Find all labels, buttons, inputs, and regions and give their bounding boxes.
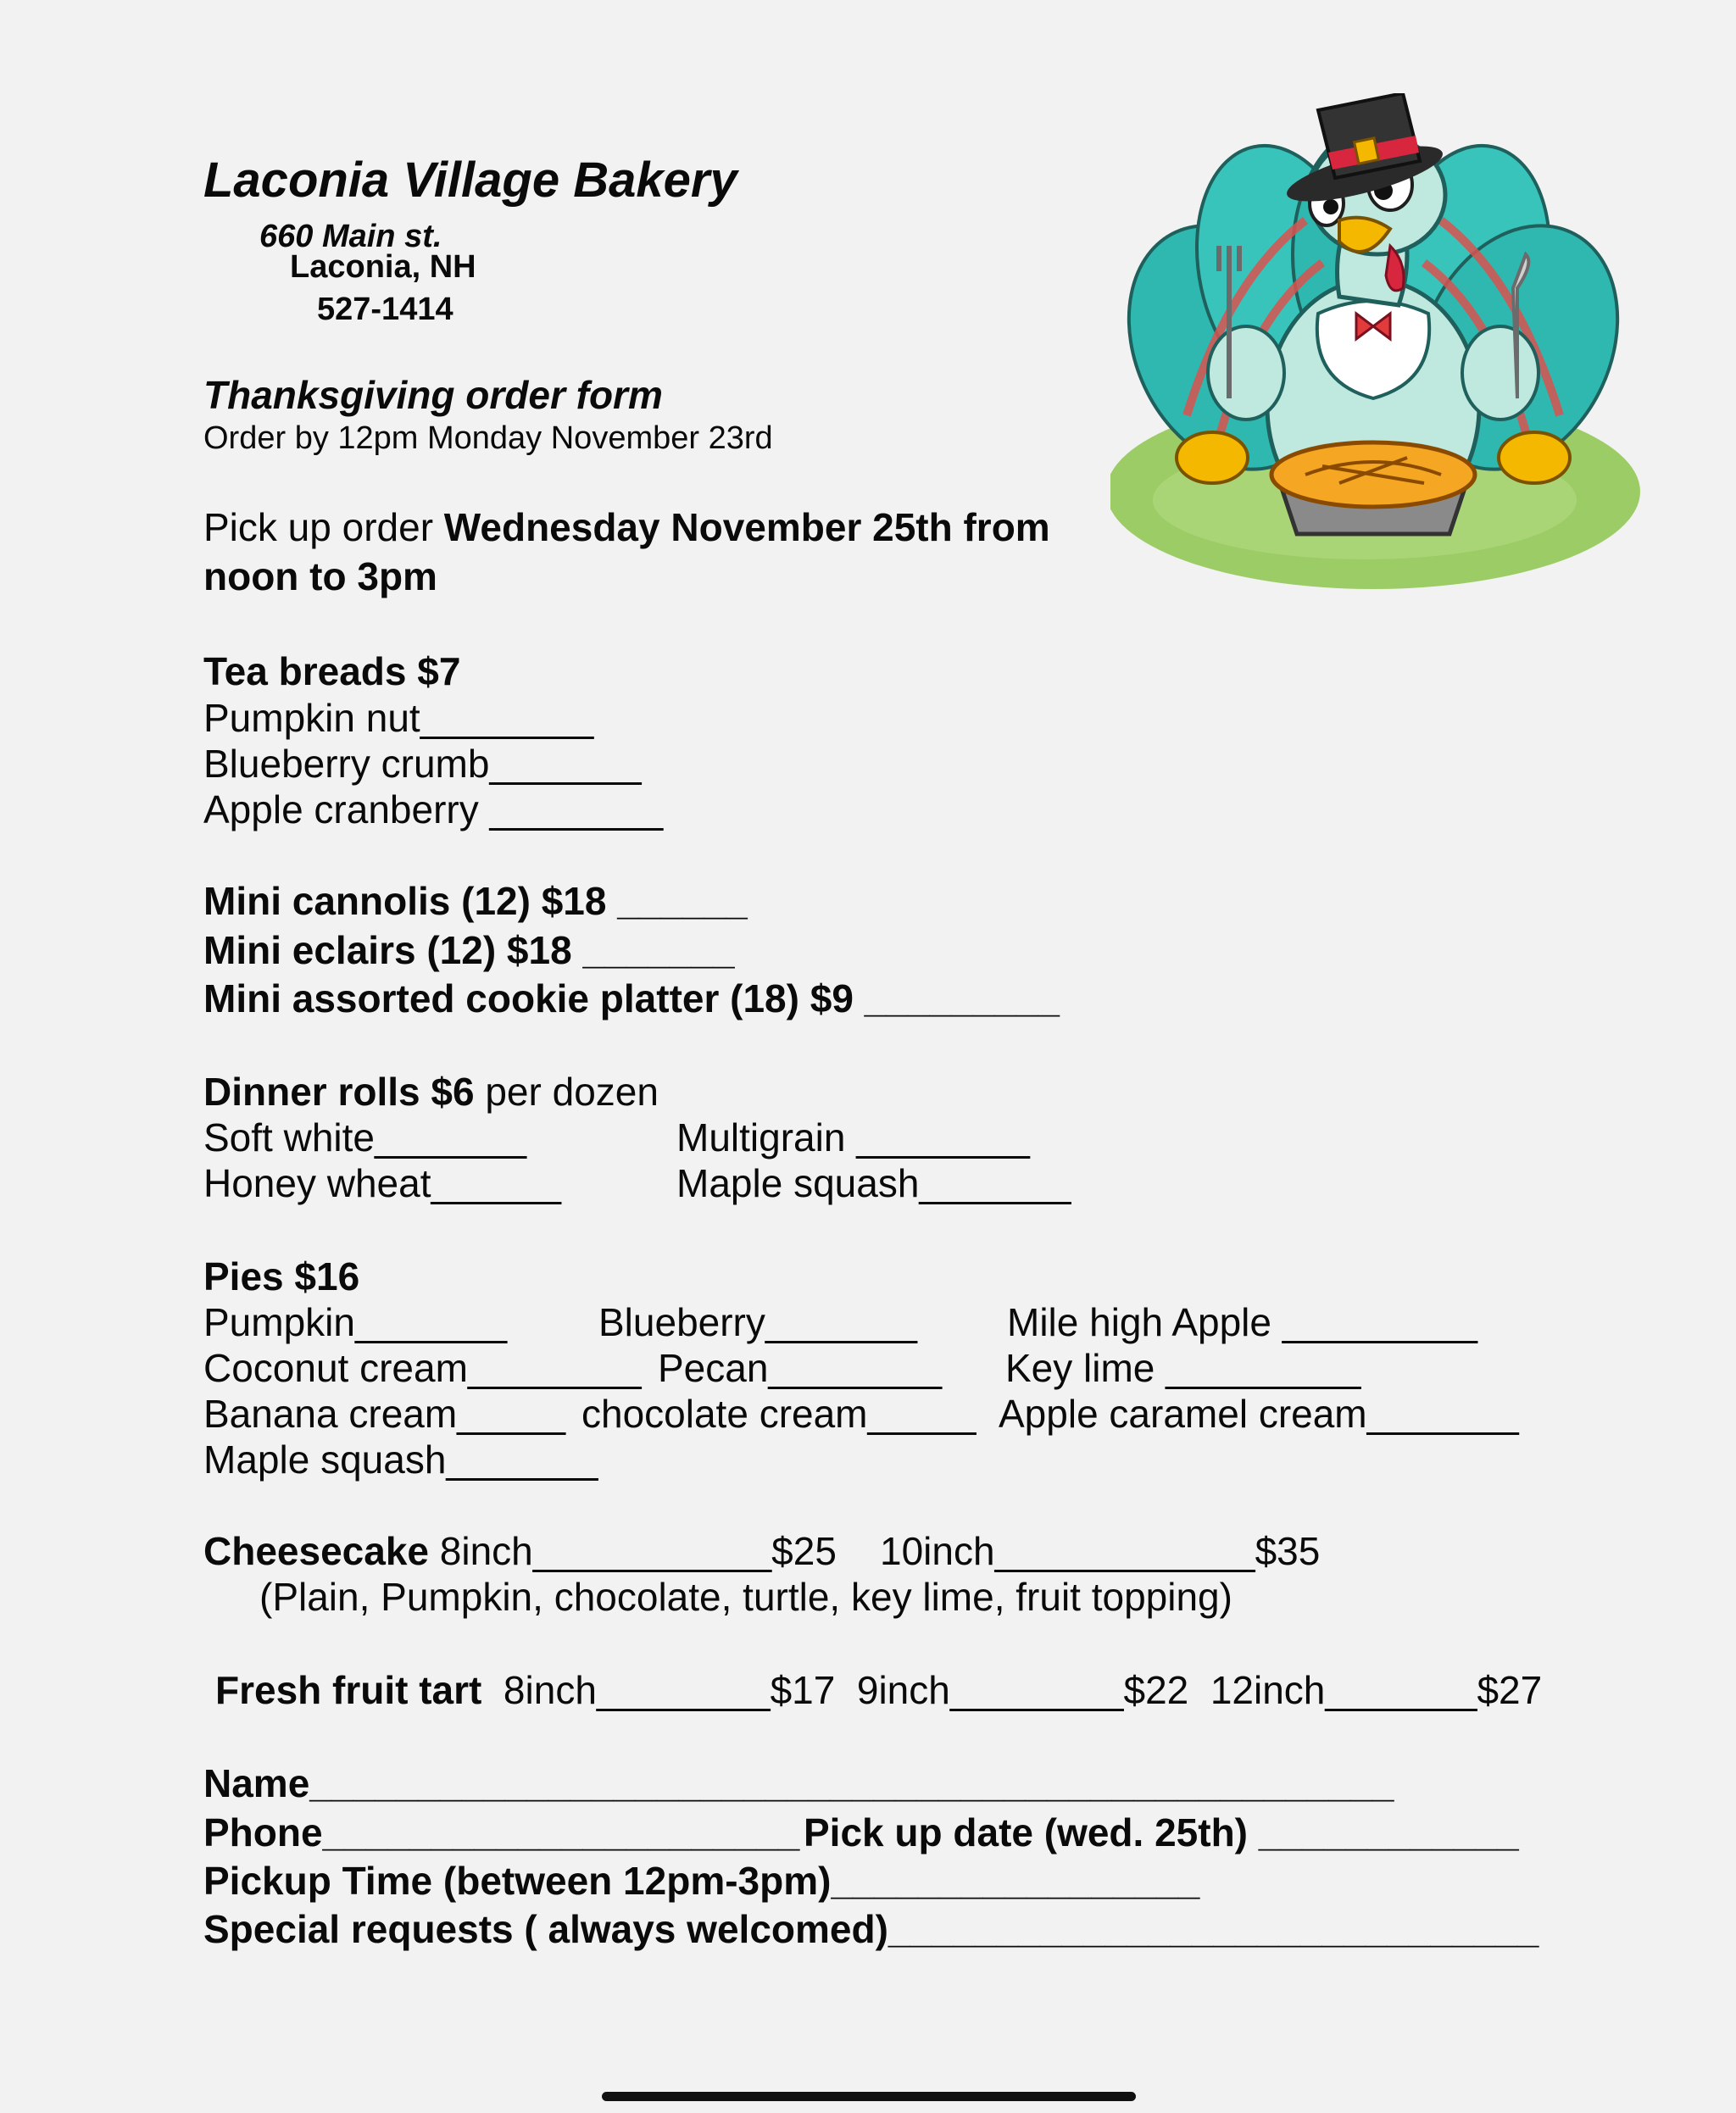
pickup-line-1: Pick up order Wednesday November 25th from — [203, 505, 1050, 549]
phone-field[interactable]: Phone______________________ — [203, 1810, 800, 1854]
pie-item[interactable]: Coconut cream________ — [203, 1346, 642, 1390]
pilgrim-turkey-icon — [1110, 93, 1653, 606]
tea-bread-item[interactable]: Blueberry crumb_______ — [203, 742, 642, 786]
street-address: 660 Main st. — [259, 219, 442, 254]
roll-item[interactable]: Honey wheat______ — [203, 1161, 561, 1205]
fruit-tart-line[interactable]: Fresh fruit tart 8inch________$17 9inch________$22 12inch_______$27 — [215, 1668, 1543, 1712]
pickup-time-field[interactable]: Pickup Time (between 12pm-3pm)_________________ — [203, 1859, 1200, 1903]
pies-heading: Pies $16 — [203, 1254, 360, 1298]
cheesecake-flavors: (Plain, Pumpkin, chocolate, turtle, key lime, fruit topping) — [259, 1575, 1232, 1619]
tea-bread-item[interactable]: Pumpkin nut________ — [203, 696, 594, 740]
mini-cannolis[interactable]: Mini cannolis (12) $18 ______ — [203, 879, 748, 923]
pie-item[interactable]: Key lime _________ — [1005, 1346, 1361, 1390]
pie-item[interactable]: Blueberry_______ — [598, 1300, 917, 1344]
cheesecake-line[interactable]: Cheesecake 8inch___________$25 10inch____________$35 — [203, 1529, 1321, 1573]
mini-eclairs[interactable]: Mini eclairs (12) $18 _______ — [203, 928, 735, 972]
roll-item[interactable]: Multigrain ________ — [676, 1115, 1030, 1159]
tea-bread-item[interactable]: Apple cranberry ________ — [203, 787, 664, 831]
bakery-name: Laconia Village Bakery — [203, 153, 737, 208]
pie-item[interactable]: Apple caramel cream_______ — [999, 1392, 1519, 1436]
order-deadline: Order by 12pm Monday November 23rd — [203, 420, 773, 456]
name-field[interactable]: Name__________________________________________________ — [203, 1761, 1394, 1805]
pie-item[interactable]: Maple squash_______ — [203, 1437, 598, 1482]
home-indicator-bar[interactable] — [602, 2092, 1136, 2101]
pie-item[interactable]: Banana cream_____ — [203, 1392, 566, 1436]
phone-number: 527-1414 — [317, 292, 453, 327]
pie-item[interactable]: Pumpkin_______ — [203, 1300, 508, 1344]
dinner-rolls-heading: Dinner rolls $6 per dozen — [203, 1070, 659, 1114]
city-state: Laconia, NH — [290, 249, 476, 285]
special-requests-field[interactable]: Special requests ( always welcomed)______________________________ — [203, 1907, 1539, 1951]
mini-cookie-platter[interactable]: Mini assorted cookie platter (18) $9 _________ — [203, 976, 1060, 1020]
pie-item[interactable]: Mile high Apple _________ — [1007, 1300, 1478, 1344]
pickup-line-2: noon to 3pm — [203, 554, 437, 598]
form-title: Thanksgiving order form — [203, 373, 663, 417]
pickup-date-field[interactable]: Pick up date (wed. 25th) ____________ — [804, 1810, 1519, 1854]
tea-breads-heading: Tea breads $7 — [203, 649, 461, 693]
roll-item[interactable]: Maple squash_______ — [676, 1161, 1071, 1205]
roll-item[interactable]: Soft white_______ — [203, 1115, 527, 1159]
pie-item[interactable]: Pecan________ — [658, 1346, 943, 1390]
pie-item[interactable]: chocolate cream_____ — [581, 1392, 976, 1436]
